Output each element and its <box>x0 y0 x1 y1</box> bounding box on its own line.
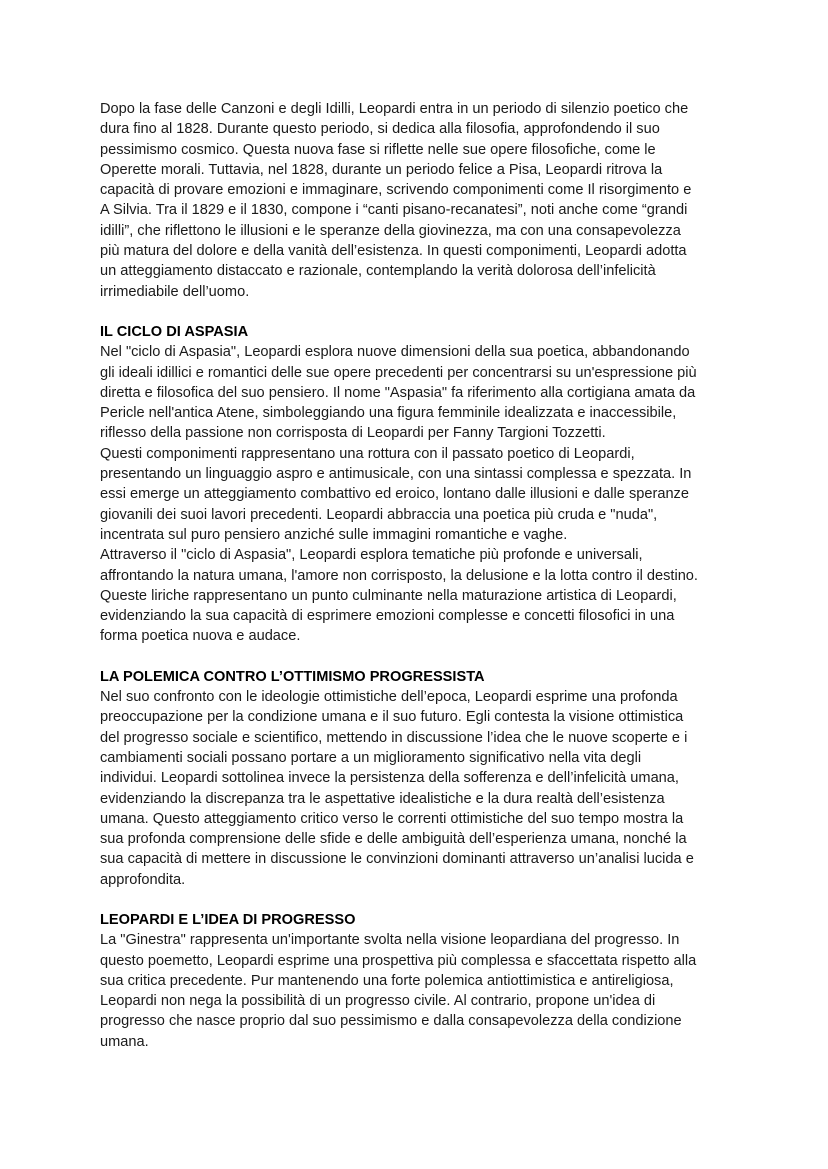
section-idea-di-progresso <box>100 910 728 1052</box>
section-body: La "Ginestra" rappresenta un'importante svolta nella visione leopardiana del progresso. In questo poemetto, Leopardi esprime una prospettiva più complessa e sfaccettata rispetto alla sua critica precedente. Pur mantenendo una forte polemica antiottimistica e antireligiosa, Leopardi non nega la possibilità di un progresso civile. Al contrario, propone un'idea di progresso che nasce proprio dal suo pessimismo e dalla consapevolezza della condizione umana. <box>100 932 697 1050</box>
section-heading: IL CICLO DI ASPASIA <box>100 323 249 340</box>
document-page <box>100 99 728 1052</box>
section-ciclo-di-aspasia <box>100 322 728 647</box>
section-body: Nel "ciclo di Aspasia", Leopardi esplora nuove dimensioni della sua poetica, abbandonando gli ideali idillici e romantici delle sue opere precedenti per concentrarsi su un'espressione più diretta e filosofica del suo pensiero. Il nome "Aspasia" fa riferimento alla cortigiana amata da Pericle nell'antica Atene, simboleggiando una figura femminile idealizzata e inaccessibile, riflesso della passione non corrisposta di Leopardi per Fanny Targioni Tozzetti. Questi componimenti rappresentano una rottura con il passato poetico di Leopardi, presentando un linguaggio aspro e antimusicale, con una sintassi complessa e spezzata. In essi emerge un atteggiamento combattivo ed eroico, lontano dalle illusioni e dalle speranze giovanili dei suoi lavori precedenti. Leopardi abbraccia una poetica più cruda e "nuda", incentrata sul puro pensiero anziché sulle immagini romantiche e vaghe. Attraverso il "ciclo di Aspasia", Leopardi esplora tematiche più profonde e universali, affrontando la natura umana, l'amore non corrisposto, la delusione e la lotta contro il destino. Queste liriche rappresentano un punto culminante nella maturazione artistica di Leopardi, evidenziando la sua capacità di esprimere emozioni complesse e concetti filosofici in una forma poetica nuova e audace. <box>100 344 698 645</box>
intro-paragraph: Dopo la fase delle Canzoni e degli Idilli, Leopardi entra in un periodo di silenzio poetico che dura fino al 1828. Durante questo periodo, si dedica alla filosofia, approfondendo il suo pessimismo cosmico. Questa nuova fase si riflette nelle sue opere filosofiche, come le Operette morali. Tuttavia, nel 1828, durante un periodo felice a Pisa, Leopardi ritrova la capacità di provare emozioni e immaginare, scrivendo componimenti come Il risorgimento e A Silvia. Tra il 1829 e il 1830, compone i “canti pisano-recanatesi”, noti anche come “grandi idilli”, che riflettono le illusioni e le speranze della giovinezza, ma con una consapevolezza più matura del dolore e della vanità dell’esistenza. In questi componimenti, Leopardi adotta un atteggiamento distaccato e razionale, contemplando la verità dolorosa dell’infelicità irrimediabile dell’uomo. <box>100 101 692 300</box>
section-heading: LA POLEMICA CONTRO L’OTTIMISMO PROGRESSISTA <box>100 668 485 685</box>
section-polemica-ottimismo <box>100 667 728 890</box>
section-body: Nel suo confronto con le ideologie ottimistiche dell’epoca, Leopardi esprime una profonda preoccupazione per la condizione umana e il suo futuro. Egli contesta la visione ottimistica del progresso sociale e scientifico, mettendo in discussione l’idea che le nuove scoperte e i cambiamenti sociali possano portare a un miglioramento significativo nella vita degli individui. Leopardi sottolinea invece la persistenza della sofferenza e dell’infelicità umana, evidenziando la discrepanza tra le aspettative idealistiche e la dura realtà dell’esistenza umana. Questo atteggiamento critico verso le correnti ottimistiche del suo tempo mostra la sua profonda comprensione delle sfide e delle ambiguità dell’esperienza umana, nonché la sua capacità di mettere in discussione le convinzioni dominanti attraverso un’analisi lucida e approfondita. <box>100 689 694 888</box>
section-heading: LEOPARDI E L’IDEA DI PROGRESSO <box>100 911 356 928</box>
